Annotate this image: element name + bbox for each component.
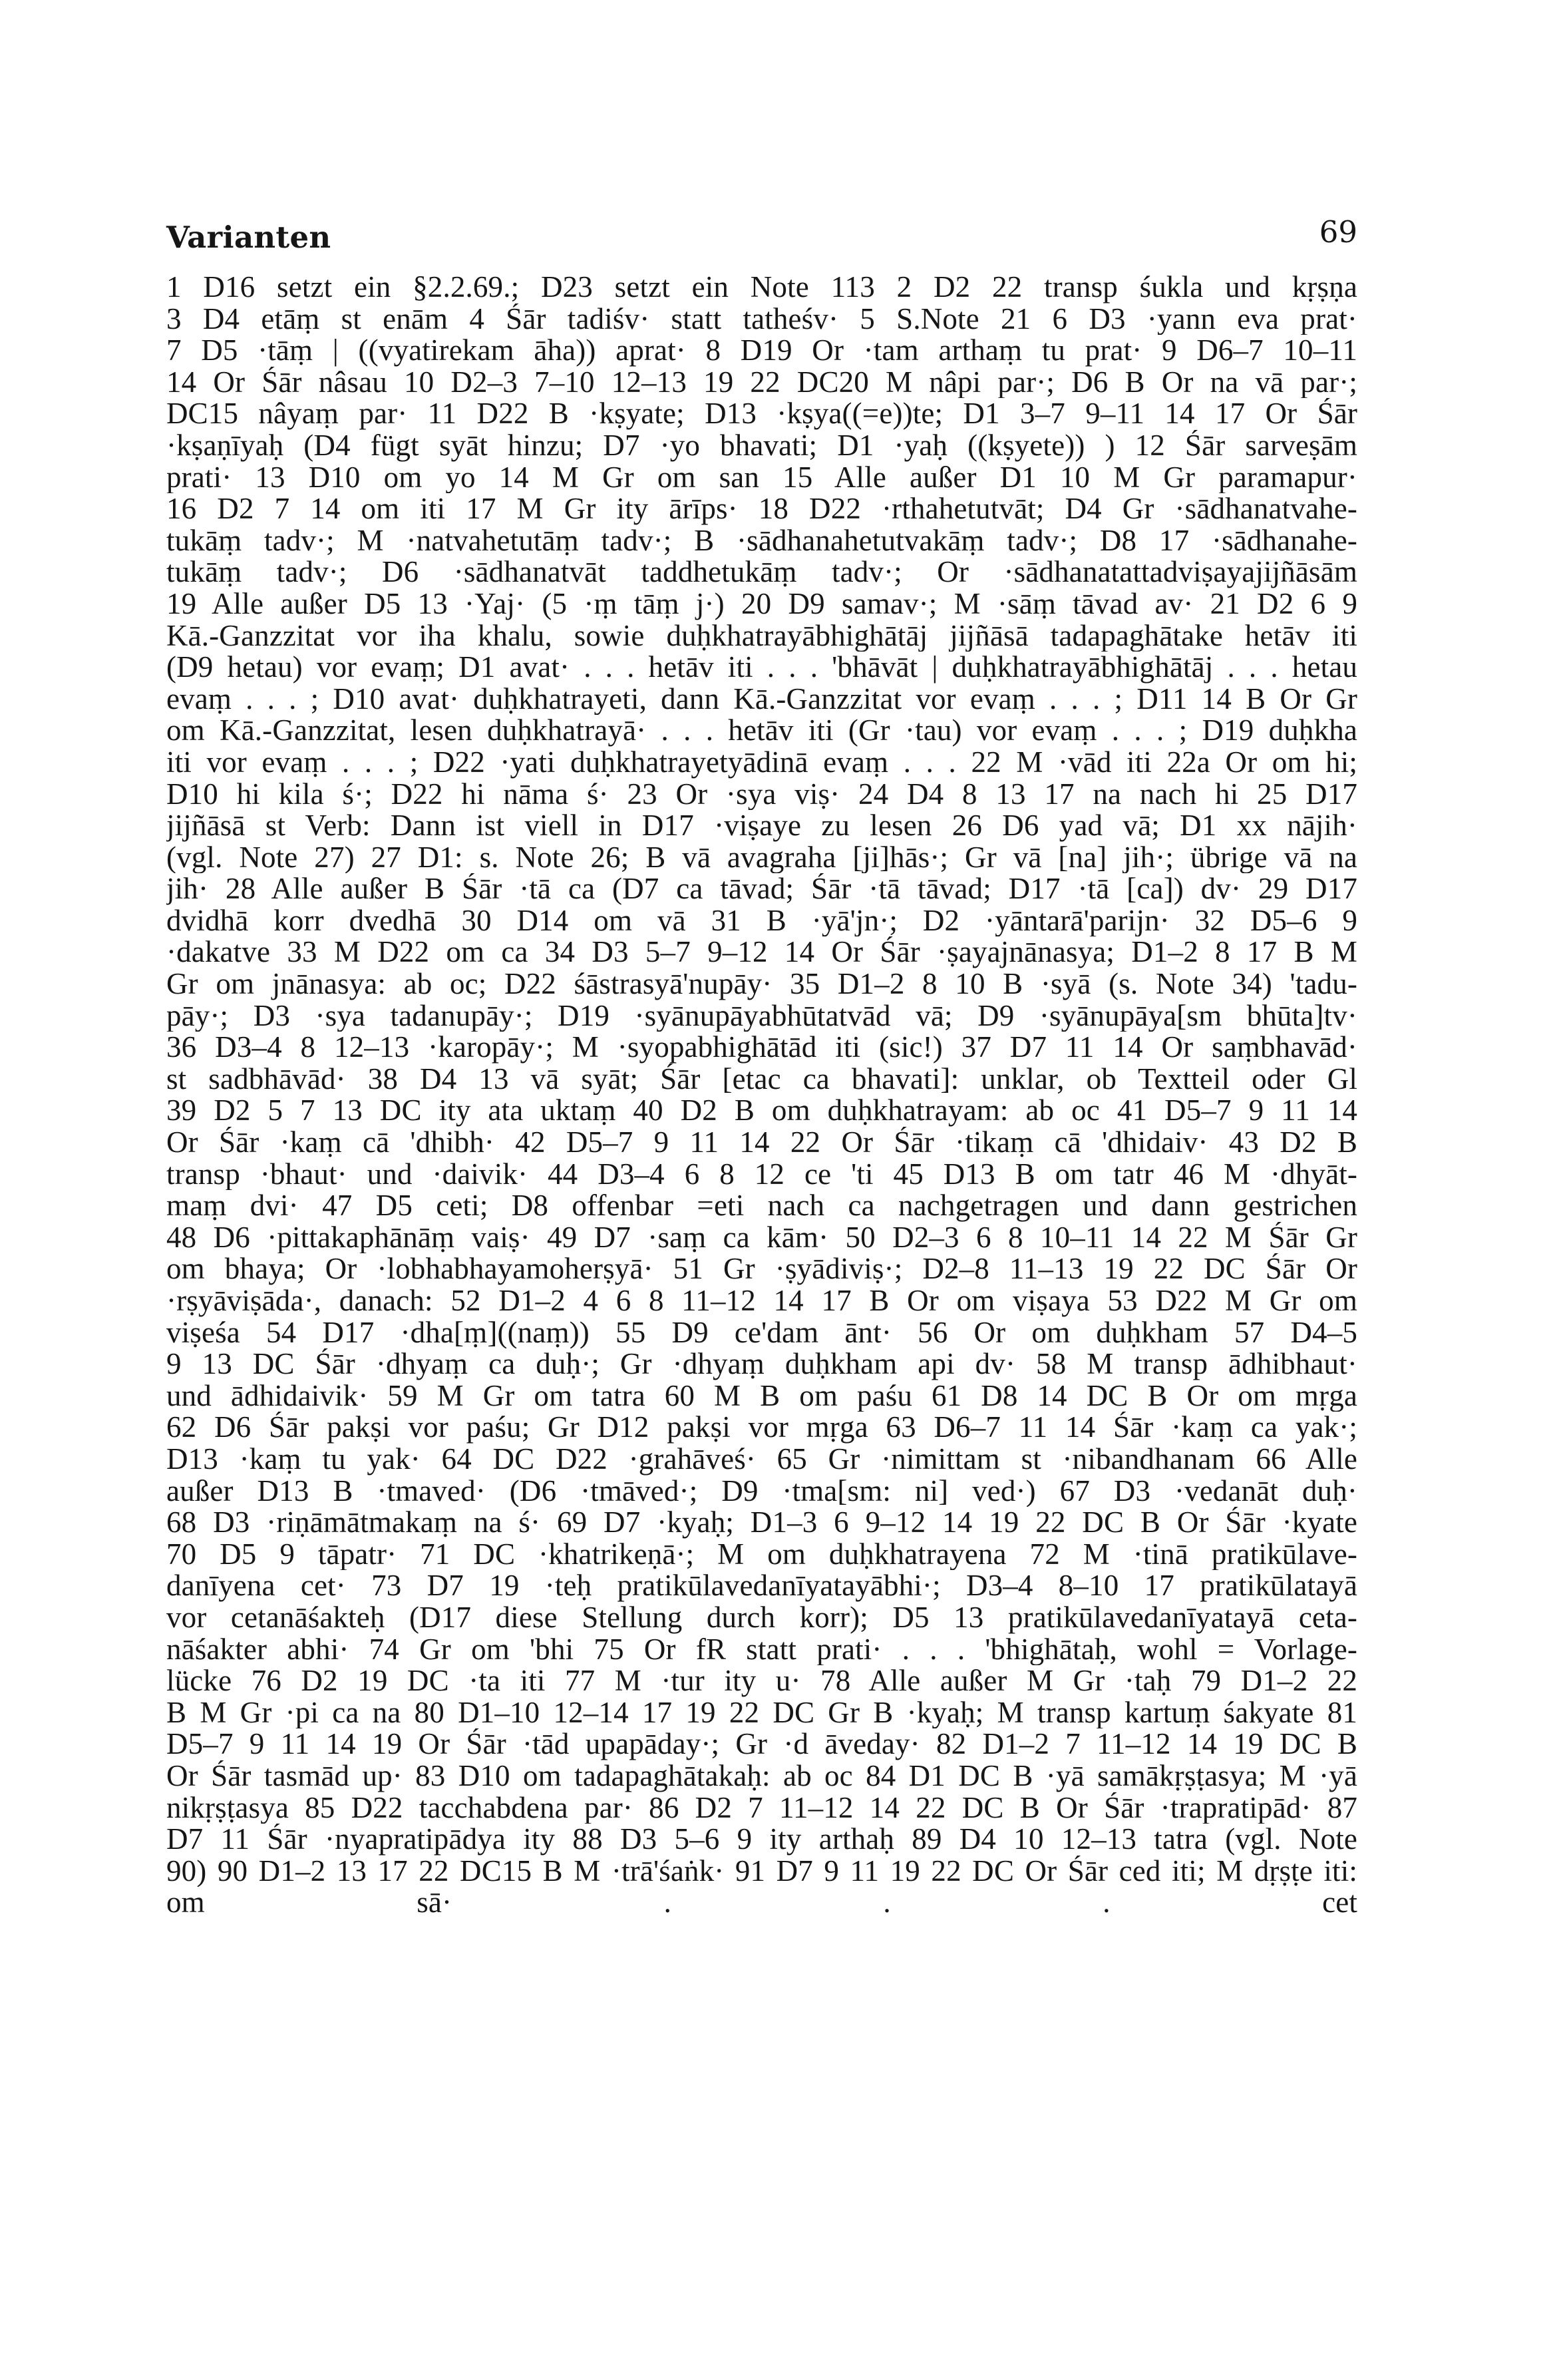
note-line: 39 D2 5 7 13 DC ity ata uktaṃ 40 D2 B om duḥkhatrayam: ab oc 41 D5–7 9 11 14	[166, 1095, 1357, 1127]
running-head	[166, 214, 1357, 261]
note-line: nāśakter abhi· 74 Gr om 'bhi 75 Or fR statt prati· . . . 'bhighātaḥ, wohl = Vorlage-	[166, 1633, 1357, 1666]
note-line: außer D13 B ·tmaved· (D6 ·tmāved·; D9 ·tma[sm: ni] ved·) 67 D3 ·vedanāt duḥ·	[166, 1475, 1357, 1507]
variant-notes	[166, 272, 1357, 1919]
note-line: ·rṣyāviṣāda·, danach: 52 D1–2 4 6 8 11–12 14 17 B Or om viṣaya 53 D22 M Gr om	[166, 1285, 1357, 1317]
note-line: 70 D5 9 tāpatr· 71 DC ·khatrikeṇā·; M om duḥkhatrayena 72 M ·tinā pratikūlave-	[166, 1538, 1357, 1571]
note-line: jih· 28 Alle außer B Śār ·tā ca (D7 ca tāvad; Śār ·tā tāvad; D17 ·tā [ca]) dv· 29 D17	[166, 873, 1357, 905]
note-line: 62 D6 Śār pakṣi vor paśu; Gr D12 pakṣi vor mṛga 63 D6–7 11 14 Śār ·kaṃ ca yak·;	[166, 1412, 1357, 1444]
note-line: transp ·bhaut· und ·daivik· 44 D3–4 6 8 12 ce 'ti 45 D13 B om tatr 46 M ·dhyāt-	[166, 1158, 1357, 1191]
note-line: D13 ·kaṃ tu yak· 64 DC D22 ·grahāveś· 65 Gr ·nimittam st ·nibandhanam 66 Alle	[166, 1443, 1357, 1476]
note-line: nikṛṣṭasya 85 D22 tacchabdena par· 86 D2 7 11–12 14 22 DC B Or Śār ·trapratipād· 87	[166, 1792, 1357, 1824]
note-line: vor cetanāśakteḥ (D17 diese Stellung durch korr); D5 13 pratikūlavedanīyatayā ceta-	[166, 1601, 1357, 1634]
note-line: 36 D3–4 8 12–13 ·karopāy·; M ·syopabhighātād iti (sic!) 37 D7 11 14 Or saṃbhavād·	[166, 1032, 1357, 1064]
note-line: viṣeśa 54 D17 ·dha[ṃ]((naṃ)) 55 D9 ce'dam ānt· 56 Or om duḥkham 57 D4–5	[166, 1316, 1357, 1349]
note-line: 14 Or Śār nâsau 10 D2–3 7–10 12–13 19 22 DC20 M nâpi par·; D6 B Or na vā par·;	[166, 366, 1357, 399]
note-line: 1 D16 setzt ein §2.2.69.; D23 setzt ein Note 113 2 D2 22 transp śukla und kṛṣṇa	[166, 272, 1357, 303]
note-line: (D9 hetau) vor evaṃ; D1 avat· . . . hetāv iti . . . 'bhāvāt | duḥkhatrayābhighātāj . . . hetau	[166, 652, 1357, 684]
page	[166, 0, 1357, 2380]
note-line: und ādhidaivik· 59 M Gr om tatra 60 M B om paśu 61 D8 14 DC B Or om mṛga	[166, 1380, 1357, 1412]
note-line: prati· 13 D10 om yo 14 M Gr om san 15 Alle außer D1 10 M Gr paramapur·	[166, 461, 1357, 494]
note-line: D5–7 9 11 14 19 Or Śār ·tād upapāday·; Gr ·d āveday· 82 D1–2 7 11–12 14 19 DC B	[166, 1728, 1357, 1760]
note-line: (vgl. Note 27) 27 D1: s. Note 26; B vā avagraha [ji]hās·; Gr vā [na] jih·; übrige vā na	[166, 841, 1357, 874]
note-line: om bhaya; Or ·lobhabhayamoherṣyā· 51 Gr ·ṣyādiviṣ·; D2–8 11–13 19 22 DC Śār Or	[166, 1253, 1357, 1285]
note-line: tukāṃ tadv·; M ·natvahetutāṃ tadv·; B ·sādhanahetutvakāṃ tadv·; D8 17 ·sādhanahe-	[166, 524, 1357, 557]
note-line: Gr om jnānasya: ab oc; D22 śāstrasyā'nupāy· 35 D1–2 8 10 B ·syā (s. Note 34) 'tadu-	[166, 968, 1357, 1000]
note-line: iti vor evaṃ . . . ; D22 ·yati duḥkhatrayetyādinā evaṃ . . . 22 M ·vād iti 22a Or om hi;	[166, 746, 1357, 779]
note-line: danīyena cet· 73 D7 19 ·teḥ pratikūlavedanīyatayābhi·; D3–4 8–10 17 pratikūlatayā	[166, 1570, 1357, 1602]
note-line: Kā.-Ganzzitat vor iha khalu, sowie duḥkhatrayābhighātāj jijñāsā tadapaghātake hetāv iti	[166, 620, 1357, 652]
note-line: maṃ dvi· 47 D5 ceti; D8 offenbar =eti nach ca nachgetragen und dann gestrichen	[166, 1190, 1357, 1222]
note-line: 90) 90 D1–2 13 17 22 DC15 B M ·trā'śaṅk· 91 D7 9 11 19 22 DC Or Śār ced iti; M dṛṣṭe iti:	[166, 1855, 1357, 1887]
page-number: 69	[1319, 214, 1357, 250]
note-line: DC15 nâyaṃ par· 11 D22 B ·kṣyate; D13 ·kṣya((=e))te; D1 3–7 9–11 14 17 Or Śār	[166, 398, 1357, 430]
note-line: Or Śār ·kaṃ cā 'dhibh· 42 D5–7 9 11 14 22 Or Śār ·tikaṃ cā 'dhidaiv· 43 D2 B	[166, 1127, 1357, 1159]
section-title: Varianten	[166, 220, 331, 255]
note-line: 3 D4 etāṃ st enām 4 Śār tadiśv· statt tatheśv· 5 S.Note 21 6 D3 ·yann eva prat·	[166, 303, 1357, 335]
note-line: B M Gr ·pi ca na 80 D1–10 12–14 17 19 22 DC Gr B ·kyaḥ; M transp kartuṃ śakyate 81	[166, 1696, 1357, 1729]
note-line: pāy·; D3 ·sya tadanupāy·; D19 ·syānupāyabhūtatvād vā; D9 ·syānupāya[sm bhūta]tv·	[166, 1000, 1357, 1032]
note-line: om sā· . . . cet	[166, 1887, 1357, 1919]
note-line: lücke 76 D2 19 DC ·ta iti 77 M ·tur ity u· 78 Alle außer M Gr ·taḥ 79 D1–2 22	[166, 1665, 1357, 1697]
note-line: 16 D2 7 14 om iti 17 M Gr ity ārīps· 18 D22 ·rthahetutvāt; D4 Gr ·sādhanatvahe-	[166, 493, 1357, 525]
note-line: jijñāsā st Verb: Dann ist viell in D17 ·viṣaye zu lesen 26 D6 yad vā; D1 xx nājih·	[166, 810, 1357, 842]
note-line: om Kā.-Ganzzitat, lesen duḥkhatrayā· . . . hetāv iti (Gr ·tau) vor evaṃ . . . ; D19 duḥkha	[166, 715, 1357, 747]
note-line: D10 hi kila ś·; D22 hi nāma ś· 23 Or ·sya viṣ· 24 D4 8 13 17 na nach hi 25 D17	[166, 778, 1357, 811]
note-line: 68 D3 ·riṇāmātmakaṃ na ś· 69 D7 ·kyaḥ; D1–3 6 9–12 14 19 22 DC B Or Śār ·kyate	[166, 1507, 1357, 1539]
note-line: 48 D6 ·pittakaphānāṃ vaiṣ· 49 D7 ·saṃ ca kām· 50 D2–3 6 8 10–11 14 22 M Śār Gr	[166, 1221, 1357, 1254]
note-line: evaṃ . . . ; D10 avat· duḥkhatrayeti, dann Kā.-Ganzzitat vor evaṃ . . . ; D11 14 B Or Gr	[166, 683, 1357, 715]
note-line: dvidhā korr dvedhā 30 D14 om vā 31 B ·yā'jn·; D2 ·yāntarā'parijn· 32 D5–6 9	[166, 904, 1357, 937]
note-line: 19 Alle außer D5 13 ·Yaj· (5 ·ṃ tāṃ j·) 20 D9 samav·; M ·sāṃ tāvad av· 21 D2 6 9	[166, 588, 1357, 620]
note-line: 7 D5 ·tāṃ | ((vyatirekam āha)) aprat· 8 D19 Or ·tam arthaṃ tu prat· 9 D6–7 10–11	[166, 335, 1357, 367]
note-line: 9 13 DC Śār ·dhyaṃ ca duḥ·; Gr ·dhyaṃ duḥkham api dv· 58 M transp ādhibhaut·	[166, 1348, 1357, 1380]
note-line: ·dakatve 33 M D22 om ca 34 D3 5–7 9–12 14 Or Śār ·ṣayajnānasya; D1–2 8 17 B M	[166, 936, 1357, 969]
note-line: ·kṣaṇīyaḥ (D4 fügt syāt hinzu; D7 ·yo bhavati; D1 ·yaḥ ((kṣyete)) ) 12 Śār sarveṣām	[166, 429, 1357, 462]
note-line: st sadbhāvād· 38 D4 13 vā syāt; Śār [etac ca bhavati]: unklar, ob Textteil oder Gl	[166, 1063, 1357, 1095]
note-line: Or Śār tasmād up· 83 D10 om tadapaghātakaḥ: ab oc 84 D1 DC B ·yā samākṛṣṭasya; M ·yā	[166, 1760, 1357, 1792]
note-line: tukāṃ tadv·; D6 ·sādhanatvāt taddhetukāṃ tadv·; Or ·sādhanatattadviṣayajijñāsām	[166, 556, 1357, 588]
note-line: D7 11 Śār ·nyapratipādya ity 88 D3 5–6 9 ity arthaḥ 89 D4 10 12–13 tatra (vgl. Note	[166, 1824, 1357, 1856]
